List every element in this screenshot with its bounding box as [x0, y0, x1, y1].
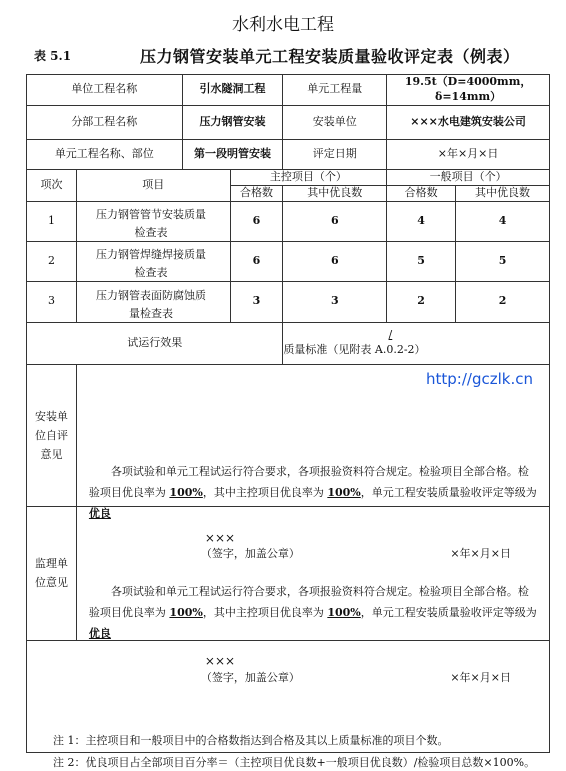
- trial-label: 试运行效果: [27, 322, 283, 364]
- row-g-excellent: 2: [456, 281, 550, 322]
- install-sign-note: （签字，加盖公章）: [200, 547, 300, 561]
- mc-excellent-header: 其中优良数: [283, 185, 387, 201]
- eval-date-value: ×年×月×日: [387, 139, 550, 169]
- install-unit-label: 安装单位: [283, 105, 387, 139]
- row-g-excellent: 4: [456, 201, 550, 241]
- element-quantity-value: 19.5t（D=4000mm，δ=14mm）: [387, 75, 550, 106]
- row-g-qualified: 5: [387, 241, 456, 281]
- row-mc-qualified: 6: [230, 241, 283, 281]
- row-g-qualified: 4: [387, 201, 456, 241]
- supervisor-date: ×年×月×日: [450, 671, 511, 685]
- element-quantity-label: 单元工程量: [283, 75, 387, 106]
- supervisor-opinion-row: [27, 506, 550, 640]
- element-name-label: 单元工程名称、部位: [27, 139, 183, 169]
- row-item-3: 压力钢管表面防腐蚀质量检查表: [96, 288, 206, 320]
- install-opinion-label: 安装单位自评意见: [27, 364, 77, 506]
- unit-project-label: 单位工程名称: [27, 75, 183, 106]
- table-number: 表 5.1: [34, 49, 72, 63]
- row-item-2: 压力钢管焊缝焊接质量检查表: [96, 248, 206, 279]
- supervisor-opinion-cell: [76, 506, 549, 685]
- evaluation-table: [26, 74, 550, 770]
- row-mc-excellent: 3: [283, 281, 387, 322]
- row-seq: 3: [27, 281, 77, 322]
- sub-project-label: 分部工程名称: [27, 105, 183, 139]
- trial-row: [27, 322, 550, 364]
- general-header: 一般项目（个）: [387, 169, 550, 185]
- row-mc-excellent: 6: [283, 241, 387, 281]
- notes-row: [27, 640, 550, 752]
- info-row-2: [27, 105, 550, 139]
- mc-qualified-header: 合格数: [230, 185, 283, 201]
- eval-date-label: 评定日期: [283, 139, 387, 169]
- row-mc-qualified: 3: [230, 281, 283, 322]
- install-unit-value: ×××水电建筑安装公司: [387, 105, 550, 139]
- info-row-1: [27, 75, 550, 106]
- row-g-qualified: 2: [387, 281, 456, 322]
- row-mc-qualified: 6: [230, 201, 283, 241]
- row-g-excellent: 5: [456, 241, 550, 281]
- table-title: 压力钢管安装单元工程安装质量验收评定表（例表）: [140, 47, 520, 66]
- install-date: ×年×月×日: [450, 547, 511, 561]
- trial-standard: 质量标准（见附表 A.0.2-2）: [283, 343, 426, 357]
- notes-cell: [27, 640, 550, 770]
- supervisor-sign-note: （签字，加盖公章）: [200, 671, 300, 685]
- supervisor-signer: ×××: [204, 654, 236, 669]
- element-name-value: 第一段明管安装: [182, 139, 283, 169]
- trial-blank: /: [388, 328, 393, 342]
- supervisor-opinion-text: 各项试验和单元工程试运行符合要求，各项报验资料符合规定。检验项目全部合格。检验项目优良率为 100%，其中主控项目优良率为 100%，单元工程安装质量验收评定等级为优良: [88, 585, 537, 641]
- note-1: 注 1：主控项目和一般项目中的合格数指达到合格及其以上质量标准的项目个数。: [53, 734, 449, 748]
- info-row-3: [27, 139, 550, 169]
- supervisor-opinion-label: 监理单位意见: [27, 506, 77, 640]
- trial-cell: [283, 322, 550, 364]
- grid-header-row-1: [27, 169, 550, 185]
- row-item-1: 压力钢管管节安装质量检查表: [96, 208, 206, 239]
- col-item-header: 项目: [76, 169, 230, 201]
- row-seq: 2: [27, 241, 77, 281]
- install-opinion-text: 各项试验和单元工程试运行符合要求，各项报验资料符合规定。检验项目全部合格。检验项目优良率为 100%，其中主控项目优良率为 100%，单元工程安装质量验收评定等级为优良: [88, 465, 537, 521]
- install-signer: ×××: [204, 531, 236, 546]
- row-mc-excellent: 6: [283, 201, 387, 241]
- unit-project-value: 引水隧洞工程: [182, 75, 283, 106]
- note-2: 注 2：优良项目占全部项目百分率＝（主控项目优良数+一般项目优良数）/检验项目总数×100%。: [53, 756, 536, 770]
- row-seq: 1: [27, 201, 77, 241]
- g-qualified-header: 合格数: [387, 185, 456, 201]
- watermark-link[interactable]: http://gczlk.cn: [426, 370, 533, 388]
- sub-project-value: 压力钢管安装: [182, 105, 283, 139]
- main-control-header: 主控项目（个）: [230, 169, 387, 185]
- page-top-title: 水利水电工程: [232, 15, 334, 35]
- g-excellent-header: 其中优良数: [456, 185, 550, 201]
- col-seq-header: 项次: [27, 169, 77, 201]
